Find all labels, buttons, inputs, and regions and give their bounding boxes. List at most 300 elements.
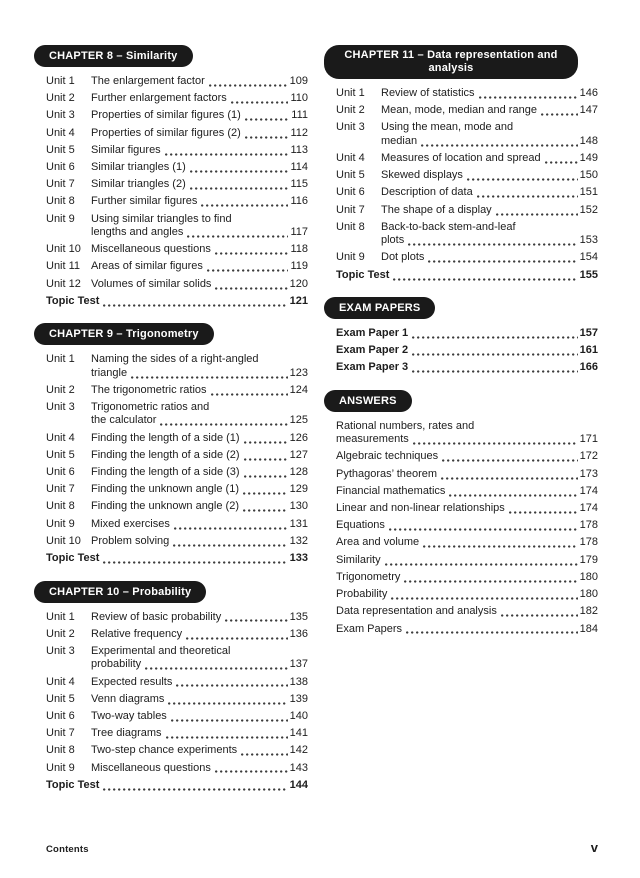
chapter-badge-text: analysis: [428, 62, 474, 74]
entry-body: [91, 92, 308, 105]
entry-page: 152: [579, 203, 598, 216]
unit-label: Unit 6: [46, 709, 75, 722]
entry-text: Exam Paper 1: [336, 327, 409, 340]
toc-entry: [336, 605, 598, 618]
entry-body: [91, 744, 308, 757]
entry-page: 137: [289, 658, 308, 671]
dots-leader: [231, 101, 289, 104]
dots-leader: [406, 631, 578, 634]
entry-text: Pythagoras’ theorem: [336, 467, 438, 480]
unit-label: Unit 8: [336, 220, 365, 233]
entry-text: Data representation and analysis: [336, 605, 497, 618]
entry-body: [91, 535, 308, 548]
toc-entry: [336, 450, 598, 463]
entry-page: 111: [291, 109, 308, 122]
entry-page: 133: [289, 552, 308, 565]
unit-label: Unit 12: [46, 277, 81, 290]
chapter-badge: [324, 297, 435, 319]
toc-entry: [336, 169, 598, 182]
toc-section: [46, 581, 308, 793]
entry-body: [381, 87, 598, 100]
unit-label: Unit 9: [336, 251, 365, 264]
toc-entry: [46, 384, 308, 397]
entry-line: [91, 367, 308, 380]
toc-entry: [336, 571, 598, 584]
entry-text: Tree diagrams: [91, 727, 162, 740]
toc-entry-bold: [46, 295, 308, 308]
unit-label: Unit 9: [46, 517, 75, 530]
toc-entry: [336, 251, 598, 264]
toc-entry: [46, 744, 308, 757]
dots-leader: [243, 509, 288, 512]
entry-body: [381, 169, 598, 182]
unit-label: Unit 5: [46, 448, 75, 461]
entry-page: 125: [289, 414, 308, 427]
entry-body: [336, 450, 598, 463]
toc-entry: [336, 152, 598, 165]
entry-line: [381, 251, 598, 264]
toc-columns: [46, 45, 598, 807]
dots-leader: [412, 370, 577, 373]
toc-entry: [46, 466, 308, 479]
toc-entry: [46, 92, 308, 105]
entry-line: [336, 554, 598, 567]
entry-text-line1: Using the mean, mode and: [381, 121, 514, 134]
entry-body: [91, 500, 308, 513]
toc-section: [336, 45, 598, 282]
unit-label: Unit 10: [46, 243, 81, 256]
entry-line: [336, 605, 598, 618]
entry-text: Finding the length of a side (1): [91, 431, 240, 444]
dots-leader: [509, 511, 578, 514]
entry-page: 172: [579, 450, 598, 463]
dots-leader: [501, 614, 578, 617]
unit-label: Unit 4: [336, 152, 365, 165]
entry-page: 113: [290, 143, 308, 156]
entry-body: [91, 518, 308, 531]
entry-text: Probability: [336, 588, 388, 601]
entry-body: [91, 676, 308, 689]
entry-text: Trigonometry: [336, 570, 401, 583]
dots-leader: [131, 376, 288, 379]
toc-entry: [46, 75, 308, 88]
dots-leader: [441, 477, 578, 480]
entry-text: Dot plots: [381, 251, 425, 264]
toc-entry: [46, 535, 308, 548]
unit-label: Unit 11: [46, 260, 81, 273]
dots-leader: [391, 597, 577, 600]
entry-text: Exam Paper 2: [336, 344, 409, 357]
entry-body: [46, 552, 308, 565]
entry-text: Similar figures: [91, 143, 161, 156]
entry-text: Properties of similar figures (2): [91, 126, 241, 139]
entry-body: [336, 468, 598, 481]
entry-page: 178: [579, 536, 598, 549]
entry-line: [91, 161, 308, 174]
dots-leader: [244, 458, 288, 461]
entry-page: 180: [579, 588, 598, 601]
entry-line: [381, 135, 598, 148]
entry-body: [336, 361, 598, 374]
entry-body: [91, 645, 308, 672]
entry-body: [91, 449, 308, 462]
entry-text: Topic Test: [46, 778, 100, 791]
toc-entry: [46, 178, 308, 191]
toc-entry-bold: [336, 269, 598, 282]
entry-line: [91, 195, 308, 208]
toc-section: [46, 45, 308, 308]
dots-leader: [171, 719, 288, 722]
chapter-badge: [34, 45, 193, 67]
entry-page: 166: [579, 361, 598, 374]
entry-text: Skewed displays: [381, 169, 463, 182]
entry-page: 150: [579, 169, 598, 182]
toc-entry: [336, 485, 598, 498]
entry-page: 114: [290, 161, 308, 174]
toc-entry: [46, 645, 308, 672]
entry-body: [336, 571, 598, 584]
entry-text: Financial mathematics: [336, 484, 446, 497]
entry-text: measurements: [336, 433, 409, 446]
entry-page: 119: [290, 260, 308, 273]
dots-leader: [244, 475, 288, 478]
toc-entry: [46, 243, 308, 256]
toc-entry: [336, 221, 598, 248]
dots-leader: [479, 96, 578, 99]
entry-line: [91, 500, 308, 513]
entry-text: Finding the length of a side (2): [91, 448, 240, 461]
toc-entry: [46, 213, 308, 240]
dots-leader: [103, 561, 287, 564]
entry-line: [46, 295, 308, 308]
entry-page: 184: [579, 622, 598, 635]
entry-body: [91, 127, 308, 140]
unit-label: Unit 6: [46, 161, 75, 174]
entry-text: lengths and angles: [91, 226, 184, 239]
toc-entry: [46, 710, 308, 723]
entry-body: [336, 269, 598, 282]
unit-label: Unit 3: [46, 401, 75, 414]
entry-body: [336, 588, 598, 601]
chapter-badge-text: CHAPTER 9 – Trigonometry: [49, 328, 199, 341]
entry-line: [381, 104, 598, 117]
entry-body: [381, 204, 598, 217]
entry-line: [336, 485, 598, 498]
toc-entry: [46, 109, 308, 122]
entry-line: [91, 762, 308, 775]
entry-body: [336, 623, 598, 636]
unit-label: Unit 3: [336, 121, 365, 134]
footer-page-number: v: [590, 840, 598, 855]
toc-entry: [336, 87, 598, 100]
dots-leader: [413, 442, 578, 445]
unit-label: Unit 4: [46, 126, 75, 139]
entry-page: 140: [289, 709, 308, 722]
entry-body: [381, 186, 598, 199]
toc-entry: [336, 536, 598, 549]
entry-body: [91, 75, 308, 88]
unit-label: Unit 9: [46, 761, 75, 774]
entry-line: [381, 169, 598, 182]
entry-line: [336, 623, 598, 636]
toc-entry: [46, 762, 308, 775]
unit-label: Unit 5: [46, 143, 75, 156]
entry-body: [91, 693, 308, 706]
entry-page: 171: [579, 433, 598, 446]
entry-line: [381, 234, 598, 247]
dots-leader: [412, 353, 577, 356]
toc-entry: [336, 588, 598, 601]
entry-body: [91, 611, 308, 624]
toc-entry: [336, 554, 598, 567]
entry-line: [336, 536, 598, 549]
unit-label: Unit 2: [336, 104, 365, 117]
entry-body: [91, 483, 308, 496]
dots-leader: [545, 161, 578, 164]
entry-page: 129: [289, 483, 308, 496]
entry-body: [91, 466, 308, 479]
toc-entry: [336, 502, 598, 515]
entry-body: [336, 485, 598, 498]
entry-text: Volumes of similar solids: [91, 277, 212, 290]
toc-entry-bold: [46, 552, 308, 565]
dots-leader: [423, 545, 577, 548]
entry-page: 182: [579, 605, 598, 618]
entry-line: [91, 144, 308, 157]
entry-page: 117: [290, 226, 308, 239]
entry-line: [91, 109, 308, 122]
entry-text: median: [381, 134, 418, 147]
entry-page: 180: [579, 570, 598, 583]
entry-page: 151: [579, 186, 598, 199]
entry-body: [91, 384, 308, 397]
entry-body: [336, 420, 598, 447]
entry-line: [91, 127, 308, 140]
dots-leader: [176, 684, 287, 687]
entry-text: Properties of similar figures (1): [91, 109, 241, 122]
entry-page: 154: [579, 251, 598, 264]
entry-text: Topic Test: [46, 552, 100, 565]
dots-leader: [187, 235, 288, 238]
entry-text-line1: Naming the sides of a right-angled: [91, 353, 259, 366]
toc-entry: [46, 432, 308, 445]
dots-leader: [165, 153, 289, 156]
dots-leader: [168, 702, 287, 705]
entry-body: [91, 432, 308, 445]
entry-line: [336, 344, 598, 357]
dots-leader: [215, 770, 288, 773]
toc-entry-bold: [336, 327, 598, 340]
entry-text: Further similar figures: [91, 195, 198, 208]
toc-entry: [46, 127, 308, 140]
entry-text: Problem solving: [91, 534, 170, 547]
entry-text: Finding the unknown angle (1): [91, 483, 239, 496]
entry-line: [91, 727, 308, 740]
toc-entry: [336, 121, 598, 148]
dots-leader: [393, 278, 577, 281]
toc-entry: [46, 144, 308, 157]
entry-line: [91, 676, 308, 689]
toc-entry: [46, 353, 308, 380]
entry-line: [91, 628, 308, 641]
entry-page: 178: [579, 519, 598, 532]
entry-text: plots: [381, 234, 405, 247]
toc-entry: [336, 420, 598, 447]
entry-text: Venn diagrams: [91, 692, 165, 705]
entry-body: [91, 727, 308, 740]
entry-page: 115: [290, 178, 308, 191]
entry-text: Mean, mode, median and range: [381, 104, 537, 117]
entry-body: [91, 762, 308, 775]
entry-line: [336, 502, 598, 515]
entry-body: [91, 243, 308, 256]
toc-entry: [46, 628, 308, 641]
entry-body: [91, 628, 308, 641]
entry-page: 155: [579, 268, 598, 281]
dots-leader: [496, 213, 578, 216]
entry-line: [91, 178, 308, 191]
dots-leader: [408, 243, 577, 246]
unit-label: Unit 8: [46, 744, 75, 757]
dots-leader: [404, 580, 577, 583]
entry-line: [336, 588, 598, 601]
dots-leader: [207, 269, 289, 272]
entry-text: Topic Test: [336, 268, 390, 281]
entry-line: [91, 432, 308, 445]
unit-label: Unit 8: [46, 195, 75, 208]
entry-text: Finding the unknown angle (2): [91, 500, 239, 513]
toc-entry: [46, 195, 308, 208]
entry-page: 109: [289, 75, 308, 87]
unit-label: Unit 7: [46, 178, 75, 191]
entry-text: Algebraic techniques: [336, 450, 439, 463]
dots-leader: [477, 195, 578, 198]
entry-line: [91, 92, 308, 105]
toc-entry: [46, 500, 308, 513]
dots-leader: [211, 393, 288, 396]
unit-label: Unit 4: [46, 431, 75, 444]
entry-page: 157: [579, 327, 598, 340]
entry-line: [336, 450, 598, 463]
dots-leader: [442, 459, 578, 462]
toc-entry: [336, 204, 598, 217]
entry-text: Measures of location and spread: [381, 152, 541, 165]
entry-body: [336, 519, 598, 532]
entry-line: [91, 278, 308, 291]
toc-entry: [336, 104, 598, 117]
entry-body: [336, 536, 598, 549]
entry-page: 121: [289, 294, 308, 307]
entry-body: [336, 605, 598, 618]
toc-entry: [46, 727, 308, 740]
entry-page: 110: [290, 92, 308, 105]
unit-label: Unit 3: [46, 644, 75, 657]
entry-body: [91, 178, 308, 191]
entry-text: Relative frequency: [91, 627, 183, 640]
dots-leader: [215, 287, 287, 290]
toc-entry-bold: [46, 779, 308, 792]
entry-page: 147: [579, 104, 598, 117]
dots-leader: [215, 252, 289, 255]
entry-page: 132: [289, 534, 308, 547]
toc-entry: [336, 623, 598, 636]
entry-text: Equations: [336, 519, 385, 532]
entry-line: [336, 468, 598, 481]
chapter-badge-text: CHAPTER 10 – Probability: [49, 585, 192, 598]
unit-label: Unit 1: [46, 353, 75, 366]
entry-line: [91, 414, 308, 427]
entry-text: The trigonometric ratios: [91, 383, 207, 396]
entry-body: [381, 104, 598, 117]
entry-text: Similar triangles (1): [91, 161, 186, 174]
entry-text: Linear and non-linear relationships: [336, 502, 505, 515]
entry-body: [336, 344, 598, 357]
entry-text: Description of data: [381, 186, 473, 199]
chapter-badge: [324, 390, 412, 412]
unit-label: Unit 5: [46, 692, 75, 705]
entry-page: 174: [579, 502, 598, 515]
entry-text-line1: Rational numbers, rates and: [336, 419, 475, 432]
entry-text: triangle: [91, 366, 128, 379]
right-column: [336, 45, 598, 651]
entry-line: [46, 779, 308, 792]
unit-label: Unit 8: [46, 500, 75, 513]
entry-line: [91, 518, 308, 531]
dots-leader: [428, 260, 577, 263]
toc-entry-bold: [336, 344, 598, 357]
entry-text: Expected results: [91, 675, 173, 688]
chapter-badge: [34, 581, 206, 603]
unit-label: Unit 2: [46, 92, 75, 105]
entry-text-line1: Using similar triangles to find: [91, 212, 232, 225]
entry-page: 174: [579, 484, 598, 497]
entry-text: The enlargement factor: [91, 75, 205, 87]
chapter-badge-text: ANSWERS: [339, 394, 397, 407]
entry-line: [91, 693, 308, 706]
entry-page: 135: [289, 610, 308, 623]
toc-entry: [336, 468, 598, 481]
entry-line: [336, 519, 598, 532]
entry-line: [91, 384, 308, 397]
entry-body: [336, 502, 598, 515]
dots-leader: [385, 563, 578, 566]
entry-body: [46, 295, 308, 308]
entry-line: [336, 571, 598, 584]
dots-leader: [243, 492, 288, 495]
entry-body: [336, 554, 598, 567]
chapter-badge: [34, 323, 214, 345]
entry-body: [381, 251, 598, 264]
entry-page: 131: [289, 517, 308, 530]
entry-line: [91, 535, 308, 548]
entry-page: 138: [289, 675, 308, 688]
dots-leader: [225, 619, 287, 622]
entry-text-line1: Experimental and theoretical: [91, 644, 231, 657]
entry-body: [91, 213, 308, 240]
entry-text: probability: [91, 658, 142, 671]
entry-page: 173: [579, 467, 598, 480]
entry-text: Miscellaneous questions: [91, 761, 211, 774]
entry-text: Finding the length of a side (3): [91, 466, 240, 479]
entry-page: 118: [290, 243, 308, 256]
dots-leader: [245, 118, 289, 121]
entry-page: 146: [579, 87, 598, 99]
entry-line: [91, 710, 308, 723]
unit-label: Unit 2: [46, 627, 75, 640]
entry-page: 149: [579, 152, 598, 165]
chapter-badge: [324, 45, 578, 79]
chapter-badge-text: CHAPTER 8 – Similarity: [49, 50, 178, 62]
